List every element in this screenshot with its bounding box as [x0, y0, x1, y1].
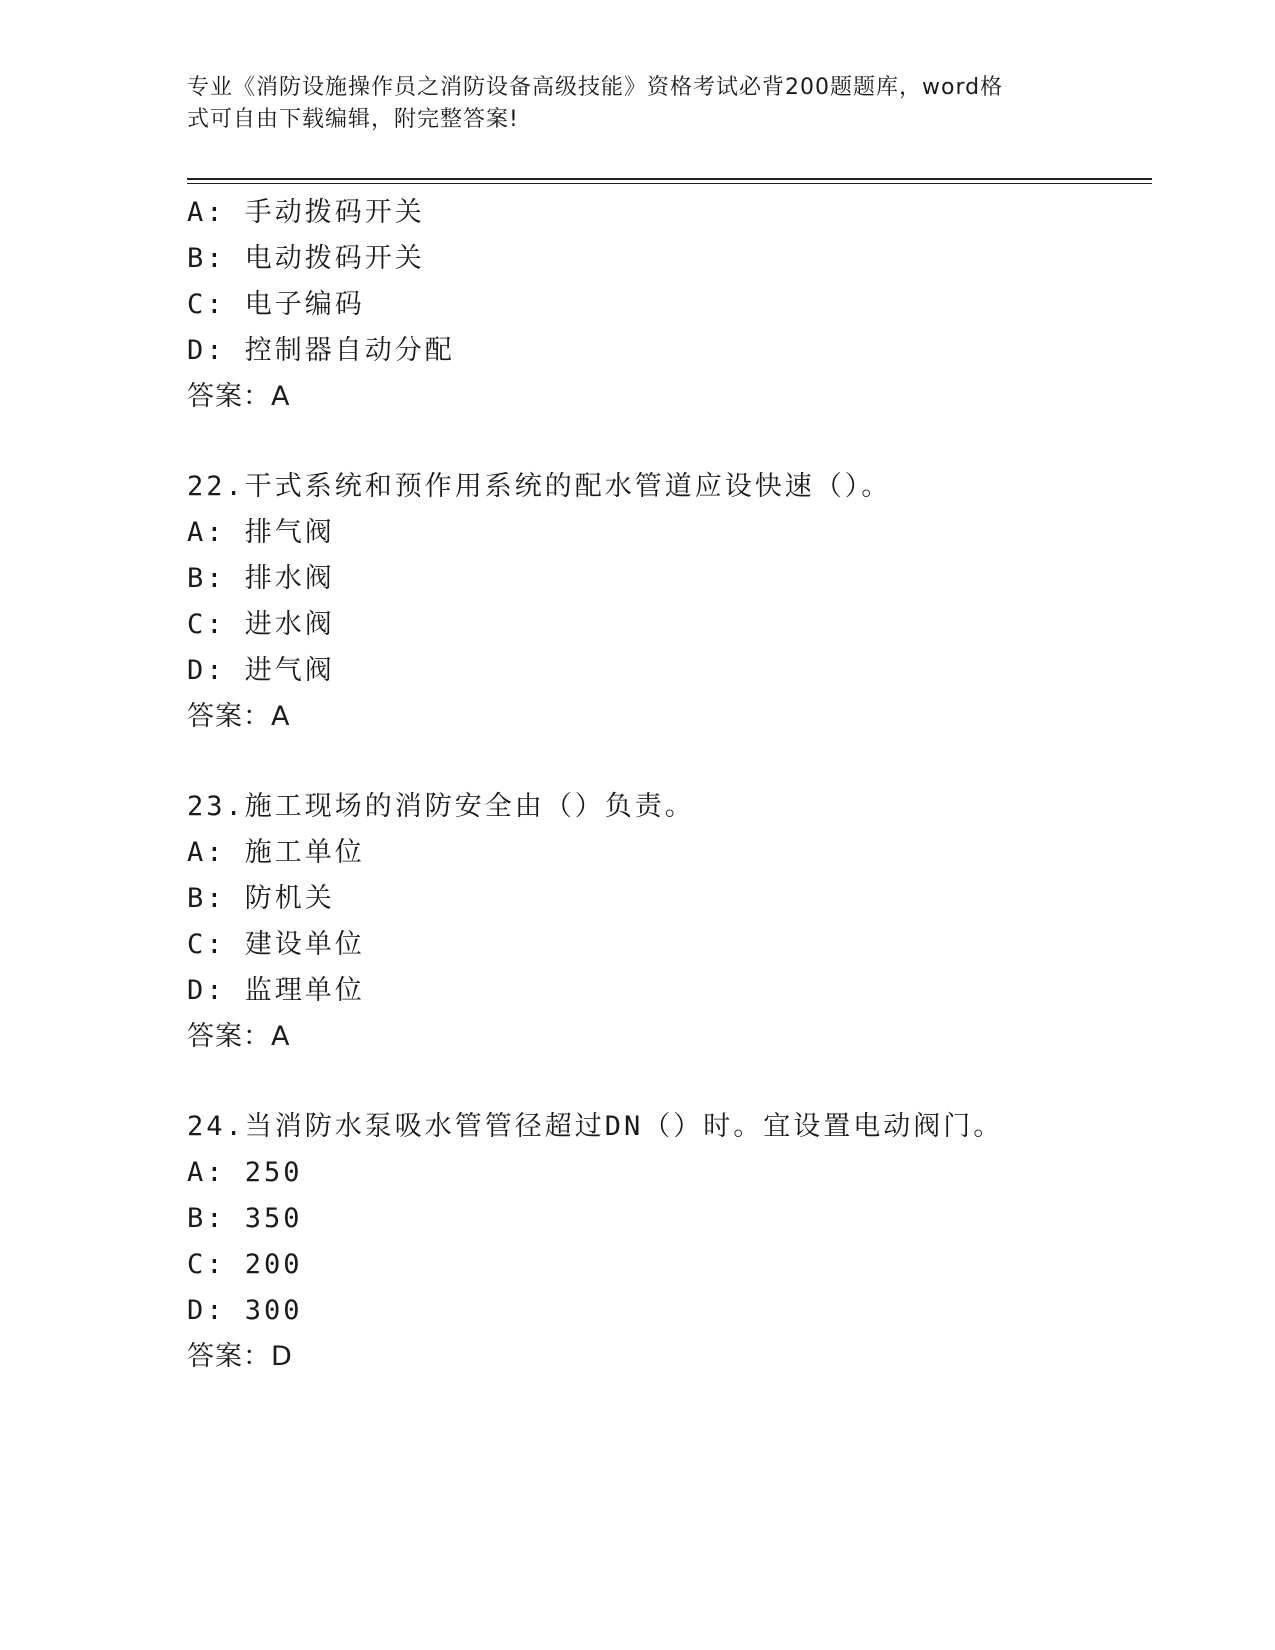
answer-line: 答案：A — [187, 381, 291, 412]
option-b: B: 电动拨码开关 — [187, 243, 425, 274]
question-text: 23.施工现场的消防安全由（）负责。 — [187, 791, 695, 822]
option-b: B: 排水阀 — [187, 563, 335, 594]
answer-line: 答案：A — [187, 701, 291, 732]
option-a: A: 排气阀 — [187, 517, 335, 548]
option-d: D: 监理单位 — [187, 975, 365, 1006]
option-a: A: 250 — [187, 1157, 303, 1188]
question-text: 22.干式系统和预作用系统的配水管道应设快速（）。 — [187, 471, 892, 502]
option-c: C: 电子编码 — [187, 289, 365, 320]
header-line-2: 式可自由下载编辑，附完整答案! — [187, 107, 519, 132]
answer-line: 答案：A — [187, 1021, 291, 1052]
option-a: A: 施工单位 — [187, 837, 365, 868]
option-d: D: 300 — [187, 1295, 303, 1326]
question-list — [187, 190, 1147, 1380]
option-d: D: 进气阀 — [187, 655, 335, 686]
option-b: B: 350 — [187, 1203, 303, 1234]
option-c: C: 进水阀 — [187, 609, 335, 640]
option-b: B: 防机关 — [187, 883, 335, 914]
question-text: 24.当消防水泵吸水管管径超过DN（）时。宜设置电动阀门。 — [187, 1111, 1004, 1142]
header-line-1: 专业《消防设施操作员之消防设备高级技能》资格考试必背200题题库，word格 — [187, 75, 1004, 100]
option-a: A: 手动拨码开关 — [187, 197, 425, 228]
header-divider — [187, 178, 1152, 184]
document-header — [187, 72, 1067, 136]
answer-line: 答案：D — [187, 1341, 293, 1372]
option-c: C: 200 — [187, 1249, 303, 1280]
question-block-23 — [187, 784, 1147, 1060]
question-block-24 — [187, 1104, 1147, 1380]
question-block-22 — [187, 464, 1147, 740]
option-c: C: 建设单位 — [187, 929, 365, 960]
question-block-21-continued — [187, 190, 1147, 420]
option-d: D: 控制器自动分配 — [187, 335, 455, 366]
